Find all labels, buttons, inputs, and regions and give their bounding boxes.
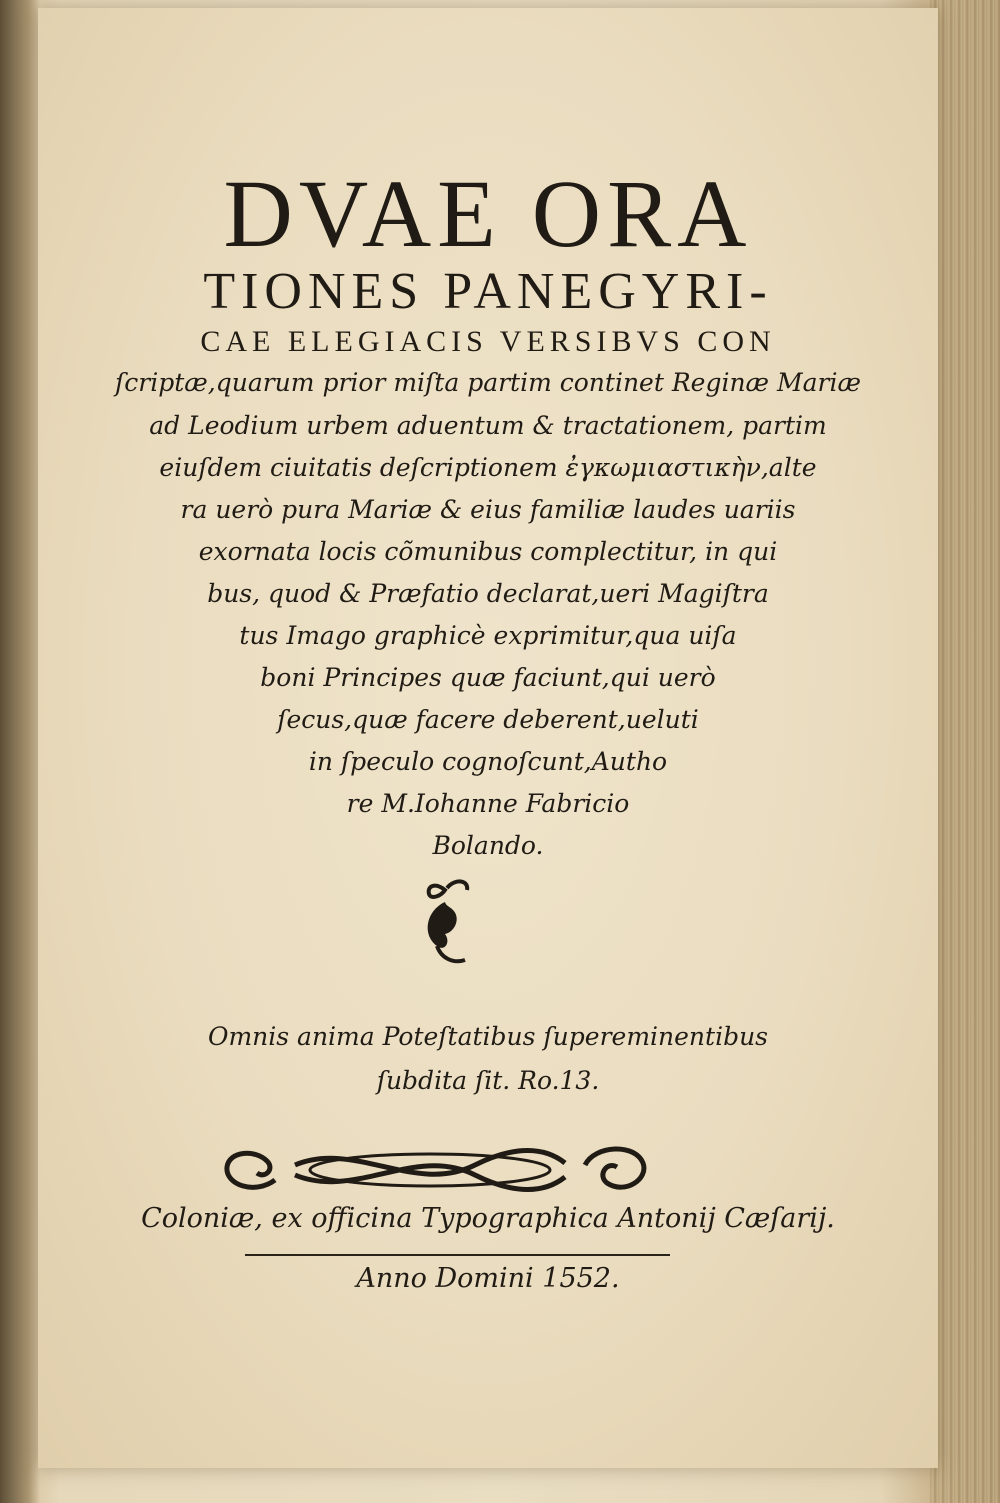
scroll-ornament-icon [215,1135,655,1205]
fleuron-ornament-icon [415,872,475,972]
title-line-3: CAE ELEGIACIS VERSIBVS CON [200,325,776,358]
body-line: exornata locis cõmunibus complectitur, in qui [198,537,778,566]
book-gutter [0,0,40,1503]
motto-line-2: ſubdita ſit. Ro.13. [376,1066,600,1095]
imprint-place: Coloniæ, ex officina Typographica Antonij Cæſarij. [141,1203,835,1234]
body-line: re M.Iohanne Fabricio [346,789,630,818]
body-line: bus, quod & Præfatio declarat,ueri Magiſtra [207,579,769,608]
body-line: ad Leodium urbem aduentum & tractationem, partim [149,411,827,440]
page-edges [930,0,1000,1503]
imprint-date: Anno Domini 1552. [356,1263,620,1294]
body-line: boni Principes quæ faciunt,qui uerò [260,663,716,692]
title-line-1: DVAE ORA [223,160,753,267]
body-line: tus Imago graphicè exprimitur,qua uiſa [239,621,737,650]
body-line: ra uerò pura Mariæ & eius familiæ laudes uariis [180,495,796,524]
body-line: ſcriptæ,quarum prior miſta partim continet Reginæ Mariæ [115,368,861,397]
imprint-rule [245,1254,670,1256]
title-line-2: TIONES PANEGYRI- [203,263,773,320]
body-line: in ſpeculo cognoſcunt,Autho [308,747,668,776]
author-name-line: Bolando. [432,831,544,860]
motto-line-1: Omnis anima Poteſtatibus ſupereminentibus [207,1022,769,1051]
body-line: eiuſdem ciuitatis deſcriptionem ἐγκωμιαστικὴν,alte [159,453,817,482]
body-line: ſecus,quæ facere deberent,ueluti [277,705,699,734]
